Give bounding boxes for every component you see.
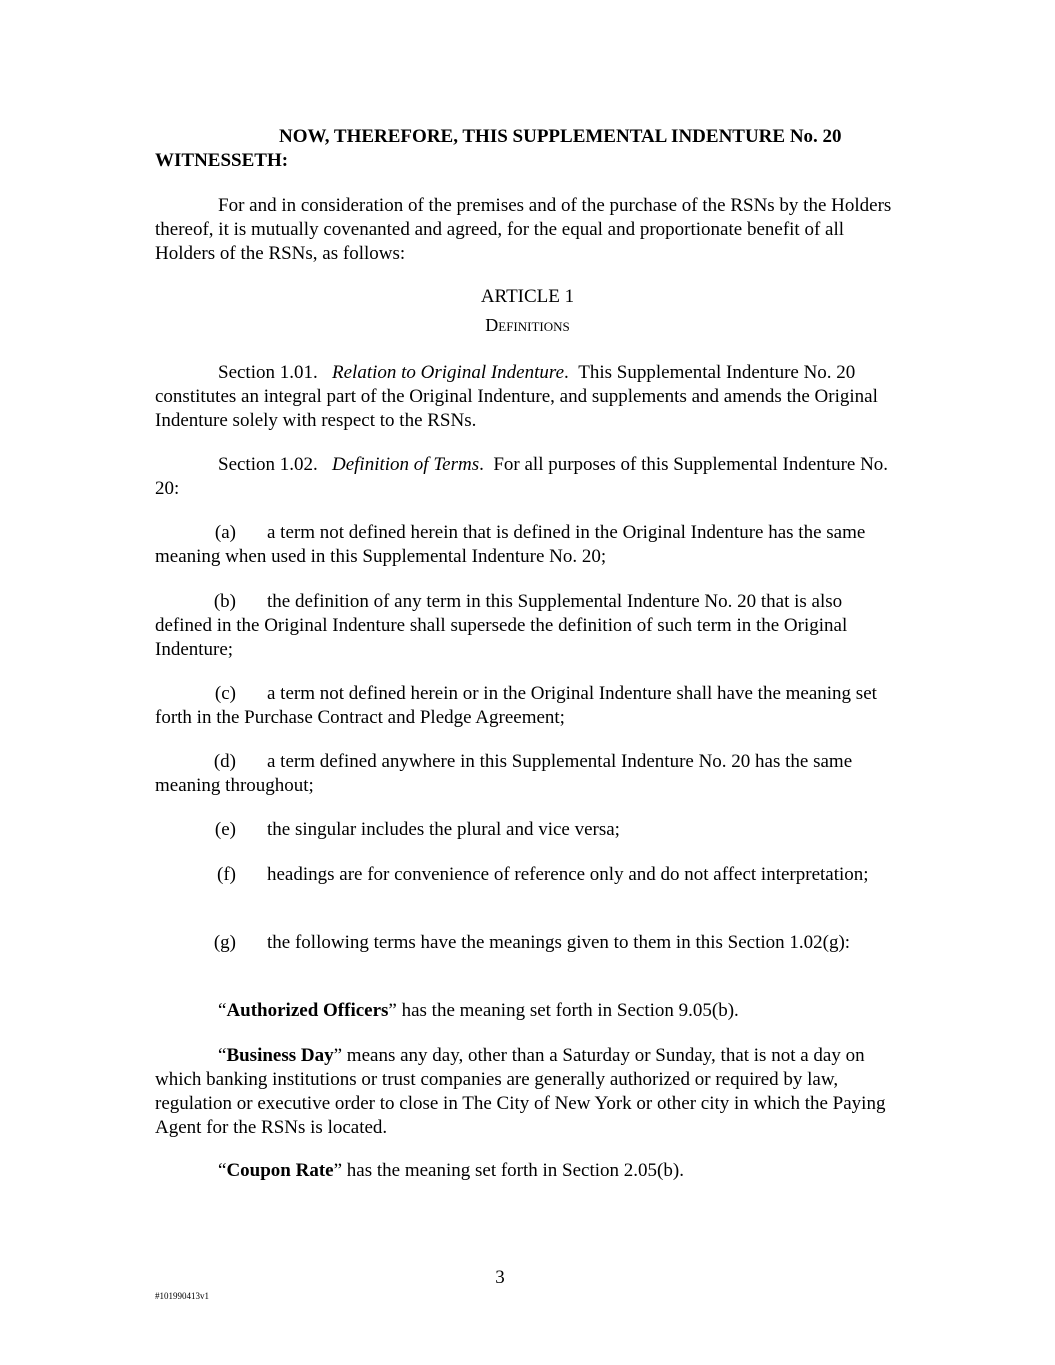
list-item-label: (f) — [217, 864, 236, 885]
document-id: #101990413v1 — [155, 1291, 209, 1301]
section-1-01-label: Section 1.01. — [218, 362, 318, 383]
list-item-label: (d) — [213, 751, 236, 772]
witnesseth-heading: WITNESSETH: — [155, 150, 289, 171]
definition-term: Business Day — [226, 1045, 334, 1066]
section-1-01: Section 1.01. Relation to Original Indenture. This Supplemental Indenture No. 20 constitutes an integral part of the Original Indenture, and supplements and amends the Original Indenture solely with respect to the RSNs. — [155, 362, 878, 431]
definition-text: has the meaning set forth in Section 2.05(b). — [342, 1160, 684, 1181]
definition-term: Coupon Rate — [226, 1160, 334, 1181]
list-item-text: headings are for convenience of reference only and do not affect interpretation; — [267, 864, 869, 885]
section-1-01-title: Relation to Original Indenture — [332, 362, 565, 383]
definition-term: Authorized Officers — [226, 1000, 389, 1021]
list-item-f — [155, 863, 900, 887]
section-1-02-label: Section 1.02. — [218, 454, 318, 475]
list-item-b — [155, 590, 900, 662]
page-number: 3 — [495, 1267, 505, 1288]
section-1-02-text: For all purposes of this Supplemental Indenture No. 20: — [155, 454, 889, 499]
definition-business-day: “Business Day” means any day, other than a Saturday or Sunday, that is not a day on which banking institutions or trust companies are generally authorized or required by law, regulation or executive order to close in The City of New York or other city in which the Paying Agent for the RSNs is located. — [155, 1045, 886, 1138]
list-item-label: (c) — [214, 683, 236, 704]
list-item-c — [155, 682, 900, 730]
list-item-a — [155, 521, 900, 569]
list-item-text: a term not defined herein or in the Original Indenture shall have the meaning set forth in the Purchase Contract and Pledge Agreement; — [155, 683, 877, 728]
list-item-text: a term not defined herein that is defined in the Original Indenture has the same meaning when used in this Supplemental Indenture No. 20; — [155, 522, 866, 567]
definition-authorized-officers: “Authorized Officers” has the meaning set forth in Section 9.05(b). — [218, 1000, 739, 1021]
list-item-text: the definition of any term in this Supplemental Indenture No. 20 that is also defined in the Original Indenture shall supersede the definition of such term in the Original Indenture; — [155, 591, 848, 660]
list-item-label: (g) — [213, 932, 236, 953]
list-item-d — [155, 750, 900, 798]
section-1-01-text: This Supplemental Indenture No. 20 constitutes an integral part of the Original Indenture, and supplements and amends the Original Indenture solely with respect to the RSNs. — [155, 362, 878, 431]
definition-text: has the meaning set forth in Section 9.05(b). — [396, 1000, 739, 1021]
article-number: ARTICLE 1 — [480, 286, 575, 307]
section-1-02-title: Definition of Terms — [332, 454, 480, 475]
list-item-g — [155, 931, 900, 955]
list-item-label: (b) — [213, 591, 236, 612]
list-item-label: (a) — [214, 522, 236, 543]
definition-coupon-rate: “Coupon Rate” has the meaning set forth in Section 2.05(b). — [218, 1160, 684, 1181]
list-item-text: a term defined anywhere in this Supplemental Indenture No. 20 has the same meaning throughout; — [155, 751, 853, 796]
definition-text: means any day, other than a Saturday or Sunday, that is not a day on which banking institutions or trust companies are generally authorized or required by law, regulation or executive order to close in The City of New York or other city in which the Paying Agent for the RSNs is located. — [155, 1045, 886, 1138]
intro-paragraph: For and in consideration of the premises and of the purchase of the RSNs by the Holders thereof, it is mutually covenanted and agreed, for the equal and proportionate benefit of all Holders of the RSNs, as follows: — [155, 195, 892, 264]
list-item-e — [155, 818, 900, 842]
article-title: Definitions — [485, 315, 570, 335]
list-item-text: the following terms have the meanings given to them in this Section 1.02(g): — [267, 932, 851, 953]
list-item-text: the singular includes the plural and vice versa; — [267, 819, 620, 840]
section-1-02: Section 1.02. Definition of Terms. For all purposes of this Supplemental Indenture No. 20: — [155, 454, 889, 499]
supplemental-indenture-heading: NOW, THEREFORE, THIS SUPPLEMENTAL INDENTURE No. 20 — [279, 126, 842, 147]
list-item-label: (e) — [214, 819, 236, 840]
